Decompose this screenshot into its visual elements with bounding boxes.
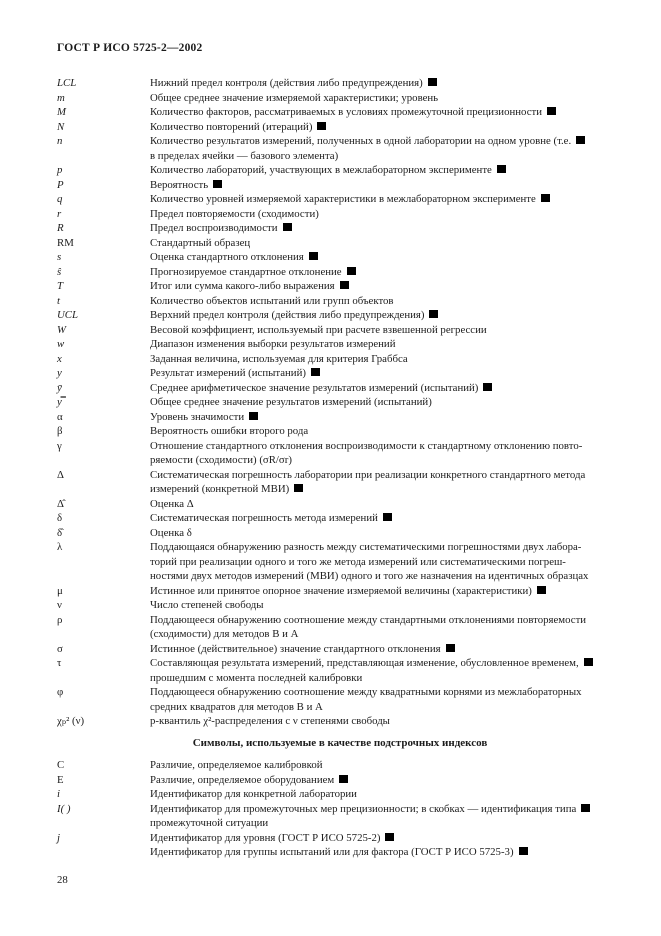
- symbol-row: [57, 714, 623, 729]
- symbol: p: [57, 164, 63, 176]
- symbol-row: [57, 207, 623, 222]
- symbol-description: [150, 787, 623, 802]
- description-line: Уровень значимости: [150, 410, 623, 425]
- description-line: средних квадратов для методов В и А: [150, 700, 323, 713]
- symbol-row: [57, 221, 623, 236]
- symbol: N: [57, 120, 65, 133]
- symbol-description: [150, 758, 623, 773]
- symbol: ŝ: [57, 265, 62, 278]
- description-line: Поддающаяся обнаружению разность между систематическими погрешностями двух лабора-: [150, 541, 582, 553]
- symbol-description: [150, 352, 623, 367]
- description-line: Оценка δ: [150, 526, 192, 539]
- symbol: χₚ² (ν): [57, 715, 85, 727]
- description-line: Количество лабораторий, участвующих в межлабораторном эксперименте: [150, 163, 623, 178]
- description-line: Истинное или принятое опорное значение измеряемой величины (характеристики): [150, 584, 623, 599]
- symbol-row: [57, 337, 623, 352]
- symbol-row: [57, 120, 623, 135]
- symbol-description: [150, 265, 623, 280]
- symbol-description: [150, 120, 623, 135]
- symbol-row: [57, 366, 623, 381]
- symbol-row: [57, 308, 623, 323]
- symbol: β: [57, 425, 63, 437]
- symbol-description: [150, 613, 623, 642]
- description-line: Различие, определяемое калибровкой: [150, 759, 323, 771]
- description-line: Стандартный образец: [150, 236, 251, 249]
- scan-artifact-mark: [249, 412, 258, 420]
- description-line: Идентификатор для группы испытаний или для фактора (ГОСТ Р ИСО 5725-3): [150, 845, 623, 860]
- symbol-row: [57, 192, 623, 207]
- description-line: Нижний предел контроля (действия либо предупреждения): [150, 76, 623, 91]
- symbol-row: [57, 773, 623, 788]
- description-line: Различие, определяемое оборудованием: [150, 773, 623, 788]
- symbol: Δ: [57, 468, 64, 481]
- description-line: Отношение стандартного отклонения воспроизводимости к стандартному отклонению повто-: [150, 439, 583, 452]
- description-line: Количество результатов измерений, полученных в одной лаборатории на одном уровне (т.е.: [150, 134, 623, 149]
- symbols-list: [57, 76, 623, 729]
- scan-artifact-mark: [311, 368, 320, 376]
- symbol: q: [57, 193, 63, 205]
- symbol-row: [57, 395, 623, 410]
- scan-artifact-mark: [283, 223, 292, 231]
- scan-artifact-mark: [428, 78, 437, 86]
- symbol: y̿: [57, 396, 62, 408]
- symbol-row: [57, 758, 623, 773]
- symbol-description: [150, 511, 623, 526]
- symbol: M: [57, 106, 66, 118]
- description-line: Верхний предел контроля (действия либо предупреждения): [150, 308, 623, 323]
- symbol-description: [150, 439, 623, 468]
- symbol: ρ: [57, 613, 63, 626]
- symbol: R: [57, 222, 64, 234]
- description-line: торий при реализации одного и того же метода измерений или систематическими погреш-: [150, 555, 566, 568]
- description-line: Количество факторов, рассматриваемых в условиях промежуточной прецизионности: [150, 105, 623, 120]
- symbol-description: [150, 540, 623, 584]
- symbol-row: [57, 279, 623, 294]
- symbol-description: [150, 685, 623, 714]
- description-line: Предел воспроизводимости: [150, 221, 623, 236]
- symbol-description: [150, 308, 623, 323]
- symbol-description: [150, 250, 623, 265]
- scan-artifact-mark: [429, 310, 438, 318]
- description-line: (сходимости) для методов В и А: [150, 628, 299, 640]
- symbol-description: [150, 236, 623, 251]
- symbol-description: [150, 134, 623, 163]
- symbol-description: [150, 91, 623, 106]
- description-line: Диапазон изменения выборки результатов измерений: [150, 338, 396, 350]
- symbol-row: [57, 584, 623, 599]
- symbol-row: [57, 381, 623, 396]
- symbol-row: [57, 105, 623, 120]
- symbol-row: [57, 76, 623, 91]
- symbol-description: [150, 395, 623, 410]
- symbol-description: [150, 831, 623, 860]
- scan-artifact-mark: [547, 107, 556, 115]
- description-line: Весовой коэффициент, используемый при расчете взвешенной регрессии: [150, 323, 487, 336]
- description-line: Количество уровней измеряемой характеристики в межлабораторном эксперименте: [150, 192, 623, 207]
- scan-artifact-mark: [340, 281, 349, 289]
- symbol-description: [150, 656, 623, 685]
- subscript-section-title: Символы, используемые в качестве подстрочных индексов: [192, 736, 488, 749]
- symbol-row: [57, 802, 623, 831]
- symbol: T: [57, 280, 64, 292]
- symbol: w: [57, 338, 65, 350]
- symbol: ν: [57, 599, 62, 611]
- scan-artifact-mark: [383, 513, 392, 521]
- symbol: W: [57, 323, 66, 336]
- scan-artifact-mark: [309, 252, 318, 260]
- symbol-description: [150, 642, 623, 657]
- symbol: γ: [57, 439, 62, 452]
- description-line: Прогнозируемое стандартное отклонение: [150, 265, 623, 280]
- scan-artifact-mark: [347, 267, 356, 275]
- symbol-row: [57, 424, 623, 439]
- symbol-row: [57, 163, 623, 178]
- symbol-row: [57, 91, 623, 106]
- scan-artifact-mark: [497, 165, 506, 173]
- symbol: P: [57, 178, 64, 191]
- scan-artifact-mark: [519, 847, 528, 855]
- scan-artifact-mark: [537, 586, 546, 594]
- symbol-row: [57, 236, 623, 251]
- symbol: UCL: [57, 309, 79, 321]
- symbol-description: [150, 337, 623, 352]
- symbol: τ: [57, 657, 62, 669]
- description-line: p-квантиль χ²-распределения с ν степенями свободы: [150, 715, 390, 727]
- scan-artifact-mark: [213, 180, 222, 188]
- symbol-row: [57, 598, 623, 613]
- symbol: y: [57, 367, 62, 379]
- symbol-description: [150, 192, 623, 207]
- symbol-row: [57, 787, 623, 802]
- symbol-description: [150, 598, 623, 613]
- symbol-description: [150, 294, 623, 309]
- symbol-description: [150, 381, 623, 396]
- symbol-description: [150, 410, 623, 425]
- description-line: измерений (конкретной МВИ): [150, 482, 623, 497]
- symbol-description: [150, 207, 623, 222]
- symbol: α: [57, 410, 63, 423]
- description-line: Поддающееся обнаружению соотношение между квадратными корнями из межлабораторных: [150, 686, 582, 698]
- description-line: Идентификатор для конкретной лаборатории: [150, 788, 357, 800]
- scan-artifact-mark: [584, 658, 593, 666]
- symbol-row: [57, 511, 623, 526]
- symbol: t: [57, 294, 60, 307]
- symbol: C: [57, 759, 65, 771]
- symbol-row: [57, 265, 623, 280]
- symbol-row: [57, 439, 623, 468]
- symbol-description: [150, 424, 623, 439]
- subscript-symbols-list: [57, 758, 623, 860]
- description-line: ряемости (сходимости) (σR/σr): [150, 454, 292, 466]
- symbol: LCL: [57, 77, 77, 89]
- description-line: Результат измерений (испытаний): [150, 366, 623, 381]
- symbol: s: [57, 251, 62, 263]
- symbol-description: [150, 497, 623, 512]
- symbol: δ̂: [57, 526, 63, 539]
- symbol-row: [57, 685, 623, 714]
- description-line: Оценка Δ: [150, 497, 194, 510]
- description-line: Общее среднее значение результатов измерений (испытаний): [150, 396, 432, 408]
- description-line: Поддающееся обнаружению соотношение между стандартными отклонениями повторяемости: [150, 613, 587, 626]
- scan-artifact-mark: [294, 484, 303, 492]
- symbol-description: [150, 714, 623, 729]
- description-line: Вероятность ошибки второго рода: [150, 425, 309, 437]
- symbol-row: [57, 468, 623, 497]
- symbol: E: [57, 773, 64, 786]
- symbol-row: [57, 294, 623, 309]
- scan-artifact-mark: [317, 122, 326, 130]
- symbol: i: [57, 788, 60, 800]
- symbol-description: [150, 279, 623, 294]
- symbol-row: [57, 831, 623, 860]
- symbol: RM: [57, 236, 74, 249]
- description-line: Идентификатор для уровня (ГОСТ Р ИСО 5725-2): [150, 831, 623, 846]
- description-line: ностями двух методов измерений (МВИ) одного и того же назначения на идентичных образцах: [150, 570, 589, 582]
- description-line: Вероятность: [150, 178, 623, 193]
- description-line: Предел повторяемости (сходимости): [150, 207, 319, 220]
- symbol: μ: [57, 584, 63, 597]
- symbol-row: [57, 178, 623, 193]
- symbol-row: [57, 540, 623, 584]
- symbol-description: [150, 221, 623, 236]
- description-line: Систематическая погрешность метода измерений: [150, 511, 623, 526]
- symbol-row: [57, 526, 623, 541]
- symbol: I( ): [57, 802, 71, 815]
- description-line: Составляющая результата измерений, представляющая изменение, обусловленное временем,: [150, 656, 623, 671]
- symbol-description: [150, 468, 623, 497]
- scan-artifact-mark: [339, 775, 348, 783]
- symbol-description: [150, 105, 623, 120]
- symbol-description: [150, 584, 623, 599]
- symbol-description: [150, 76, 623, 91]
- description-line: Число степеней свободы: [150, 599, 264, 611]
- symbol-row: [57, 642, 623, 657]
- symbol-description: [150, 526, 623, 541]
- symbol: j: [57, 831, 60, 844]
- symbol-row: [57, 134, 623, 163]
- symbol: δ: [57, 512, 63, 524]
- symbol: m: [57, 91, 65, 104]
- symbol: r: [57, 207, 62, 220]
- symbol: φ: [57, 686, 64, 698]
- symbol-description: [150, 178, 623, 193]
- symbol-row: [57, 656, 623, 685]
- symbol: σ: [57, 642, 63, 655]
- symbol-description: [150, 323, 623, 338]
- symbol: x: [57, 352, 62, 365]
- description-line: Среднее арифметическое значение результатов измерений (испытаний): [150, 381, 623, 396]
- scan-artifact-mark: [385, 833, 394, 841]
- description-line: Истинное (действительное) значение стандартного отклонения: [150, 642, 623, 657]
- document-header: ГОСТ Р ИСО 5725-2—2002: [57, 42, 203, 54]
- symbol: Δ̂: [57, 497, 64, 510]
- symbol-row: [57, 250, 623, 265]
- description-line: в пределах ячейки — базового элемента): [150, 149, 339, 162]
- symbol-row: [57, 323, 623, 338]
- description-line: промежуточной ситуации: [150, 817, 269, 829]
- symbol-description: [150, 773, 623, 788]
- symbol-description: [150, 163, 623, 178]
- symbol: λ: [57, 541, 63, 553]
- symbol-row: [57, 410, 623, 425]
- scan-artifact-mark: [541, 194, 550, 202]
- page-number: 28: [57, 873, 68, 886]
- description-line: Идентификатор для промежуточных мер прецизионности; в скобках — идентификация типа: [150, 802, 623, 817]
- symbol-row: [57, 497, 623, 512]
- scan-artifact-mark: [581, 804, 590, 812]
- symbol: ȳ: [57, 381, 62, 394]
- description-line: Итог или сумма какого-либо выражения: [150, 279, 623, 294]
- symbol: n: [57, 135, 63, 147]
- scan-artifact-mark: [576, 136, 585, 144]
- description-line: Заданная величина, используемая для критерия Граббса: [150, 352, 408, 365]
- description-line: прошедшим с момента последней калибровки: [150, 671, 363, 684]
- scan-artifact-mark: [446, 644, 455, 652]
- scan-artifact-mark: [483, 383, 492, 391]
- symbol-description: [150, 802, 623, 831]
- description-line: Оценка стандартного отклонения: [150, 250, 623, 265]
- symbol-row: [57, 613, 623, 642]
- description-line: Систематическая погрешность лаборатории при реализации конкретного стандартного метода: [150, 468, 586, 481]
- symbol-row: [57, 352, 623, 367]
- description-line: Количество объектов испытаний или групп объектов: [150, 294, 394, 307]
- description-line: Общее среднее значение измеряемой характеристики; уровень: [150, 91, 439, 104]
- symbol-description: [150, 366, 623, 381]
- description-line: Количество повторений (итераций): [150, 120, 623, 135]
